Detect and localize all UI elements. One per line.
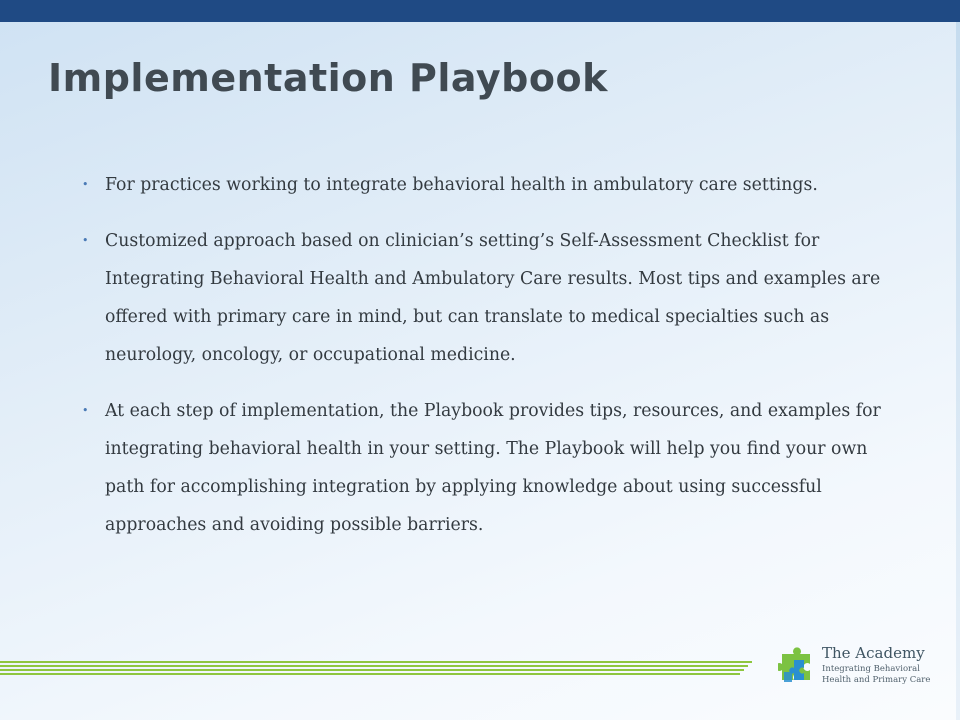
bullet-text: For practices working to integrate behavioral health in ambulatory care settings. — [105, 175, 818, 195]
bullet-text: Customized approach based on clinician’s setting’s Self-Assessment Checklist for Integrating Behavioral Health and Ambulatory Care results. Most tips and examples are offered with primary care in mind, but can translate to medical specialties such as neurology, oncology, or occupational medicine. — [105, 231, 881, 365]
bullet-dot-icon: • — [82, 234, 89, 247]
bullet-item — [82, 166, 912, 204]
logo-tagline-line2: Health and Primary Care — [822, 675, 931, 685]
right-edge-shadow — [956, 22, 960, 720]
bullet-text: At each step of implementation, the Playbook provides tips, resources, and examples for integrating behavioral health in your setting. The Playbook will help you find your own path for accomplishing integration by applying knowledge about using successful approaches and avoiding possible barriers. — [105, 401, 881, 535]
bullet-item — [82, 222, 912, 374]
logo-name: The Academy — [822, 644, 925, 662]
bullet-dot-icon: • — [82, 178, 89, 191]
academy-logo — [778, 644, 938, 690]
bullet-dot-icon: • — [82, 404, 89, 417]
top-bar — [0, 0, 960, 22]
bullet-list — [82, 166, 912, 562]
slide-title: Implementation Playbook — [48, 56, 608, 100]
puzzle-piece-icon — [778, 646, 818, 686]
bullet-item — [82, 392, 912, 544]
green-accent-band — [0, 661, 752, 677]
logo-tagline-line1: Integrating Behavioral — [822, 664, 920, 674]
